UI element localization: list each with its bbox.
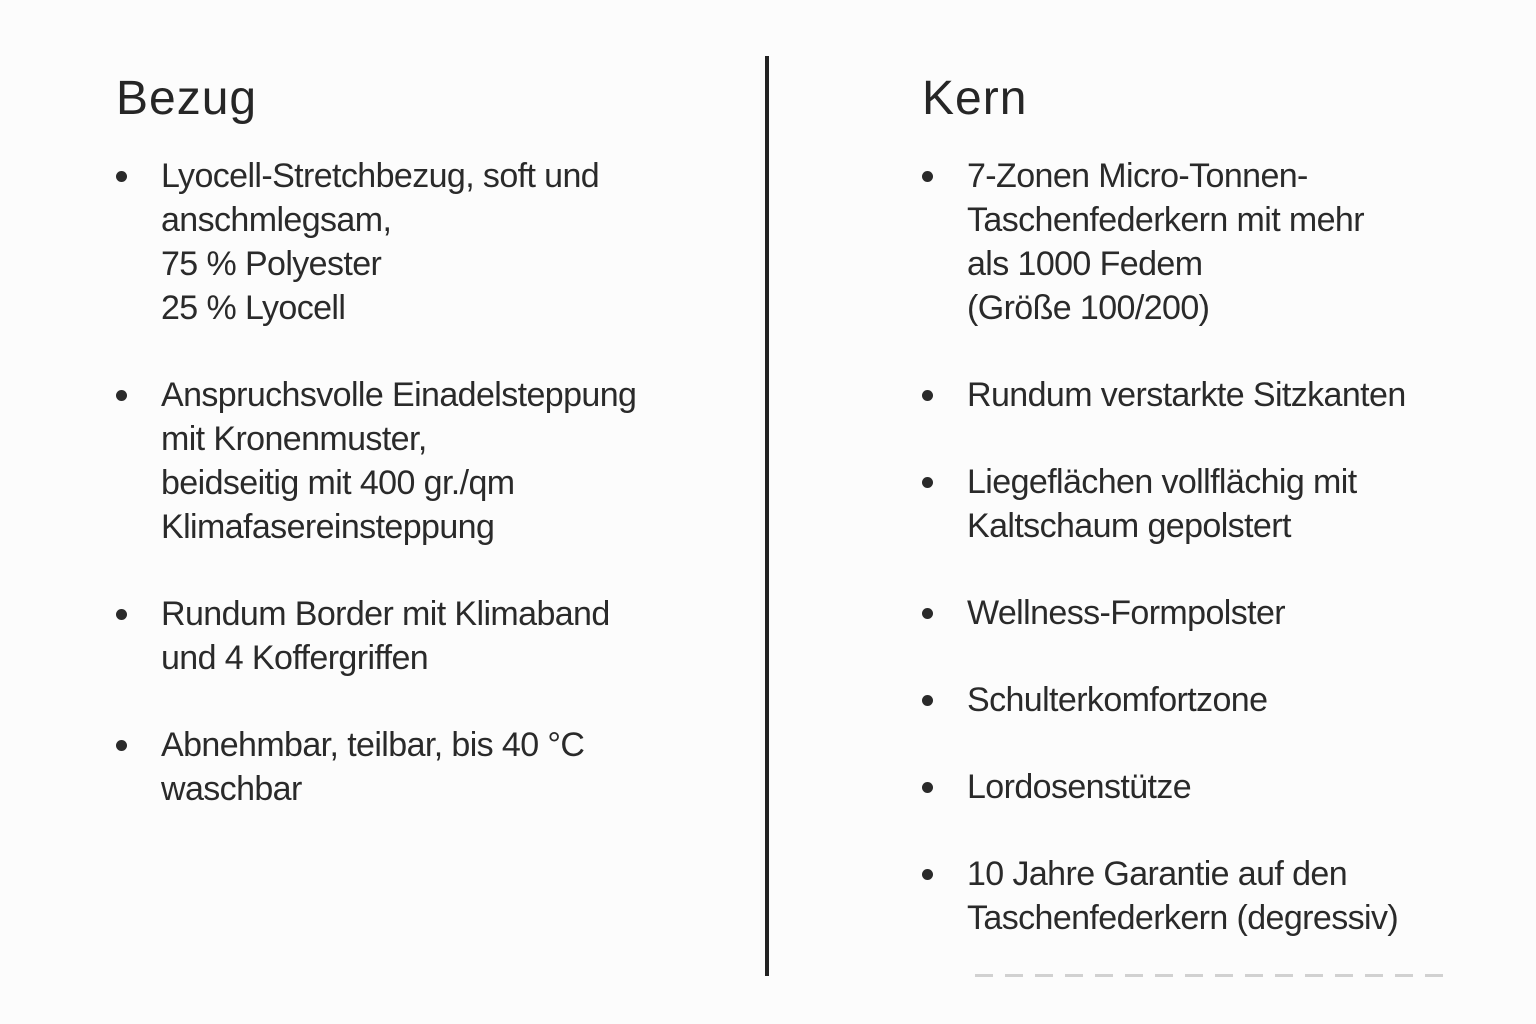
kern-column (922, 70, 1522, 983)
bullet-icon (116, 171, 127, 182)
list-item (922, 154, 1522, 330)
list-item (116, 154, 736, 330)
bullet-icon (922, 477, 933, 488)
list-item (922, 852, 1522, 940)
list-item (922, 678, 1522, 722)
column-divider (765, 56, 769, 976)
bullet-icon (922, 782, 933, 793)
list-item (922, 591, 1522, 635)
list-item-text: Schulterkomfortzone (967, 681, 1268, 719)
list-item (116, 592, 736, 680)
list-item-text: Wellness-Formpolster (967, 594, 1286, 632)
cropped-text-remnant (975, 968, 1455, 982)
list-item-text: Lordosenstütze (967, 768, 1192, 806)
list-item (116, 723, 736, 811)
bullet-icon (922, 608, 933, 619)
list-item-text: Anspruchsvolle Einadelsteppung mit Kronenmuster, beidseitig mit 400 gr./qm Klimafasereinsteppung (161, 376, 637, 546)
bullet-icon (116, 740, 127, 751)
list-item-text: Lyocell-Stretchbezug, soft und anschmlegsam, 75 % Polyester 25 % Lyocell (161, 157, 600, 327)
bullet-icon (922, 390, 933, 401)
list-item-text: Liegeflächen vollflächig mit Kaltschaum gepolstert (967, 463, 1357, 545)
kern-list (922, 154, 1522, 940)
bullet-icon (116, 390, 127, 401)
bezug-heading: Bezug (116, 72, 258, 125)
bezug-list (116, 154, 736, 811)
list-item-text: 7-Zonen Micro-Tonnen- Taschenfederkern mit mehr als 1000 Fedem (Größe 100/200) (967, 157, 1364, 327)
list-item-text: Rundum Border mit Klimaband und 4 Koffergriffen (161, 595, 610, 677)
bullet-icon (116, 609, 127, 620)
kern-heading: Kern (922, 72, 1028, 125)
list-item (922, 765, 1522, 809)
list-item-text: 10 Jahre Garantie auf den Taschenfederkern (degressiv) (967, 855, 1399, 937)
list-item-text: Rundum verstarkte Sitzkanten (967, 376, 1406, 414)
list-item (922, 373, 1522, 417)
bullet-icon (922, 171, 933, 182)
bezug-column (116, 70, 736, 854)
bullet-icon (922, 695, 933, 706)
list-item (922, 460, 1522, 548)
list-item-text: Abnehmbar, teilbar, bis 40 °C waschbar (161, 726, 585, 808)
list-item (116, 373, 736, 549)
bullet-icon (922, 869, 933, 880)
